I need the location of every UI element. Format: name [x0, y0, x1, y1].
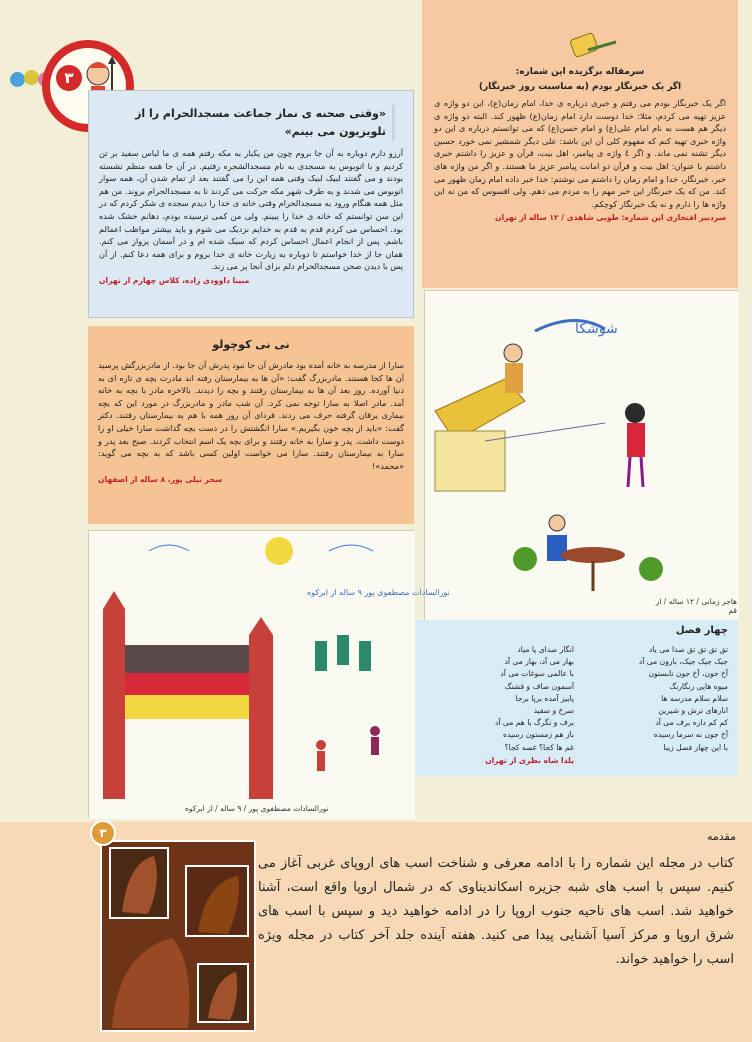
editorial-box	[422, 0, 738, 288]
editorial-title: سرمقاله برگزیده این شماره:	[515, 67, 645, 77]
intro-title: مقدمه	[706, 830, 736, 843]
poem-line: سلام سلام مدرسه ها	[661, 693, 728, 703]
poem-line: تق تق تق تق صدا می یاد	[648, 645, 728, 654]
market-drawing	[425, 291, 739, 621]
poem-line: میوه هایی رنگارنگ	[669, 681, 728, 691]
tv-article-title: «وقتی صحنه ی نماز جماعت مسجدالحرام را از تلویزیون می بینم»	[99, 105, 395, 141]
poem-line: با این چهار فصل زیبا	[663, 742, 728, 752]
poem-line: آخ جون، آخ جون تابستون	[648, 669, 728, 679]
poem-line: بهار می آد، بهار می آد	[504, 657, 574, 667]
poem-column-right	[578, 644, 728, 754]
kids-drawing-left	[88, 530, 450, 818]
editorial-credit: سردبیر افتخاری این شماره: طوبی شاهدی / ۱۲ ساله از تهران	[495, 213, 726, 223]
poem-line: باز هم زمستون رسیده	[503, 730, 574, 740]
section-number: ۳	[56, 65, 82, 91]
poem-title: چهار فصل	[675, 625, 728, 636]
drawing-right-caption: هاجر زمانی / ۱۲ ساله / از قم	[655, 597, 737, 615]
tv-article-body: آرزو دارم دوباره به آن جا بروم چون من یکبار به مکه رفتم همه ی ما لباس سفید بر تن کردیم و با اتوبوس به مسجدی به نام مسجدالشجره رفتیم. در آن جا همه منظم نشسته بودند و می گفتند لبیک لبیک وقتی همه این را می گفتند بعد از تمام شدن آن، همه سوار اتوبوس می شدند و به طرف شهر مکه حرکت می کردند تا به مسجدالحرام بروند. من هم مثل همه هنگام ورود به مسجدالحرام وقتی خانه ی خدا را دیدم سجده ی شکر کردم که در این سن توانستم که خانه ی خدا را ببینم. ولی من کمی ترسیده بودم، دهانم خشک شده بود. احساس می کردم قدم به قدم به خدایم نزدیک می شوم و باید بیشتر مواظب اعمالم باشم. پس از انجام اعمال احساس کردم که سبک شده ام و در آسمان پرواز می کنم. همان جا از خدا خواستم تا دوباره به زیارت خانه ی خدا بروم و برای همه دعا کنم. از آن پس با دیدن صحن مسجدالحرام دلم برای آنجا پر می زند.	[99, 148, 403, 272]
poem-line: با عالمی سوغات می آد	[500, 669, 574, 679]
drawing-signature: نورالسادات مصطفوی پور ۹ ساله از ابرکوه	[307, 588, 450, 597]
poem-line: جیک جیک جیک، بارون می آد	[638, 657, 728, 667]
poem-credit: یلدا شاه نظری از تهران	[485, 755, 574, 765]
poem-line: کم کم داره برف می آد	[655, 718, 728, 728]
horse-photo	[100, 840, 256, 1032]
pencil-eraser-icon	[558, 30, 618, 64]
poem-box	[416, 620, 738, 776]
tv-article-credit: مبینا داوودی زاده، کلاس چهارم از تهران	[99, 275, 250, 285]
horse-icon	[102, 842, 254, 1030]
poem-line: پاییز آمده برپا برجا	[515, 693, 574, 703]
mosque-drawing	[89, 531, 450, 819]
story-credit: سحر نیلی پور، ۸ ساله از اصفهان	[98, 475, 223, 485]
kids-drawing-right	[424, 290, 738, 620]
intro-section	[0, 822, 752, 1042]
story-box	[88, 326, 414, 524]
poem-line: انگار صدای پا میاد	[517, 645, 574, 654]
editorial-subtitle: اگر یک خبرنگار بودم (به مناسبت روز خبرنگار)	[478, 82, 682, 92]
poem-line: آسمون صاف و قشنگ	[504, 681, 574, 691]
poem-line: آخ جون نه سرما رسیده	[653, 730, 728, 740]
tv-article-box	[88, 90, 414, 318]
poem-column-left	[424, 644, 574, 767]
story-title: نی نی کوچولو	[212, 338, 290, 351]
poem-line: انارهای ترش و شیرین	[658, 706, 728, 716]
intro-body: کتاب در مجله این شماره را با ادامه معرفی و شناخت اسب های اروپای غربی آغاز می کنیم. سپس با اسب های شبه جزیره اسکاندیناوی که در شمال اروپا واقع است، آشنا خواهید شد. اسب های ناحیه جنوب اروپا را در ادامه خواهید دید و سپس با اسب های شرق اروپا و مرکز آسیا آشنایی پیدا می کنید. هفته آینده جلد آخر کتاب در مجله ویژه اسب را خواهید خواند.	[258, 856, 734, 967]
poem-line: غم ها کجا؟ غصه کجا؟	[504, 742, 574, 752]
editorial-body: اگر یک خبرنگار بودم می رفتم و خبری درباره ی خدا، امام زمان(ع)، این دو واژه ی عزیز تهیه می کردم، مثلا: خدا دوست دارد امام زمان(ع) ظهور کند. البته دو واژه ی دیگر هم هست به نام امام علی(ع) و امام حسن(ع) که می توانستم درباره ی این دو واژه خبری تهیه کنم که مفهوم کلی آن این باشد: علی دیگر شمشیر نمی خورد حسین دیگر تشنه نمی ماند. و اگر ٤ واژه ی پیامبر، اهل بیت، قرآن و عزیز را داشتم خبری داشتم با عنوان: اهل بیت و قرآن دو امانت پیامبر عزیز ما هستند. و اگر من واژه های خبر، خبرنگار، خدا و امام زمان را داشتم می نوشتم: خدا خبر داده امام زمان ظهور می کند. من که یک خبرنگار این خبر مهم را به مردم می دهم. ولی افسوس که من نه این واژه ها را دارم و نه یک خبرنگار کوچکم.	[434, 98, 726, 209]
drawing-left-caption: نورالسادات مصطفوی پور / ۹ ساله / از ابرکوه	[185, 804, 329, 813]
story-body: سارا از مدرسه به خانه آمده بود مادرش آن جا نبود پدرش آن جا بود. از مادربزرگش پرسید آن ها کجا هستند. مادربزرگ گفت: «آن ها به بیمارستان رفته اند مادرت بچه ی تازه ای به دنیا آورده. روز بعد آن ها به بیمارستان رفتند و بچه را دیدند. بالاخره مادر با بچه به خانه آمد. مادر اصلا به سارا توجه نمی کرد. آن شب مادر و مادربزرگ در مورد این که بچه بیماری یرقان گرفته حرف می زدند. فردای آن روز همه با هم به بیمارستان رفتند. دکتر گفت: «باید از بچه خون بگیریم.» سارا انگشتش را در دست بچه گذاشت سارا خیلی او را دوست داشت. پدر و سارا به خانه رفتند و برای بچه یک اسم انتخاب کردند. صبح بعد پدر و سارا به بیمارستان رفتند. سارا می خواست اولین کسی باشد که به بچه می گوید: «محمد»!	[98, 360, 404, 471]
poem-line: سرخ و سفید	[533, 706, 574, 716]
intro-number: ۳	[90, 820, 116, 846]
drawing-sign-text: شوشکا	[575, 321, 618, 337]
poem-line: برف و تگرگ با هم می آد	[495, 718, 574, 728]
